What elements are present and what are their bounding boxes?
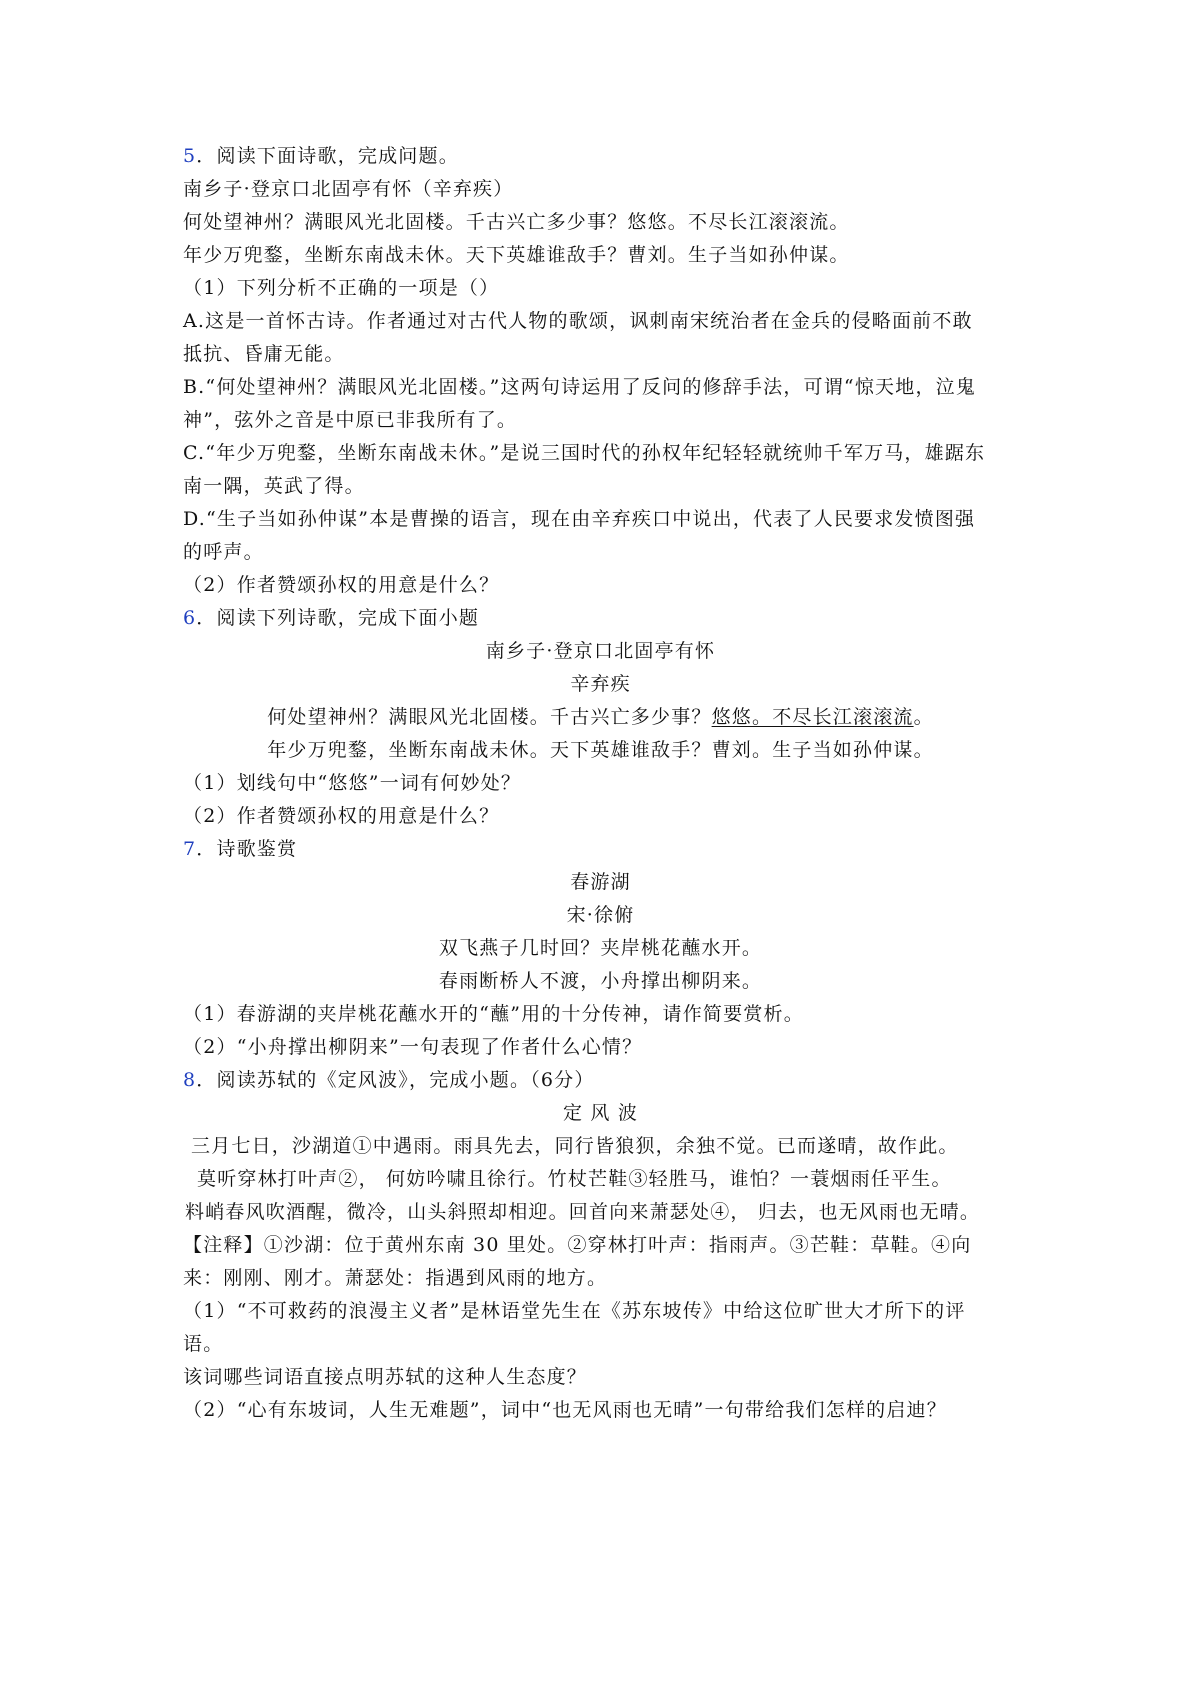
q8-prompt: ．阅读苏轼的《定风波》，完成小题。（6分）: [196, 1069, 595, 1091]
q6-poem-line-2: 年少万兜鍪，坐断东南战未休。天下英雄谁敌手？曹刘。生子当如孙仲谋。: [267, 739, 934, 761]
q7-number: 7: [183, 838, 197, 860]
q7-header: [183, 834, 297, 861]
q5-sub-question-1: （1）下列分析不正确的一项是（）: [183, 277, 500, 299]
q6-poem-author: 辛弃疾: [570, 673, 631, 695]
q8-sub-question-1-line-3: 该词哪些词语直接点明苏轼的这种人生态度？: [183, 1366, 588, 1388]
q6-underlined-phrase: 悠悠。不尽长江滚滚流: [711, 706, 914, 728]
q6-number: 6: [183, 607, 197, 629]
q6-poem-line-1: [183, 702, 1018, 729]
q6-poem-title: 南乡子·登京口北固亭有怀: [485, 640, 716, 662]
q7-prompt: ．诗歌鉴赏: [196, 838, 298, 860]
q8-sub-question-1-line-1: （1）“不可救药的浪漫主义者”是林语堂先生在《苏东坡传》中给这位旷世大才所下的评: [183, 1300, 966, 1322]
q5-option-c-line-2: 南一隅，英武了得。: [183, 475, 365, 497]
q7-poem-title: 春游湖: [570, 871, 631, 893]
q8-poem-title: 定 风 波: [562, 1102, 639, 1124]
q7-sub-question-1: （1）春游湖的夹岸桃花蘸水开的“蘸”用的十分传神，请作简要赏析。: [183, 1003, 804, 1025]
q8-preface: 三月七日，沙湖道①中遇雨。雨具先去，同行皆狼狈，余独不觉。已而遂晴，故作此。: [191, 1135, 959, 1157]
q8-poem-line-1: 莫听穿林打叶声②， 何妨吟啸且徐行。竹杖芒鞋③轻胜马，谁怕？一蓑烟雨任平生。: [197, 1168, 952, 1190]
q7-poem-line-2: 春雨断桥人不渡，小舟撑出柳阴来。: [438, 970, 763, 992]
q8-notes-line-1: 【注释】①沙湖：位于黄州东南 30 里处。②穿林打叶声：指雨声。③芒鞋：草鞋。④向: [183, 1234, 972, 1256]
q5-option-d-line-2: 的呼声。: [183, 541, 264, 563]
q5-title-line: 南乡子·登京口北固亭有怀（辛弃疾）: [183, 178, 514, 200]
q6-header: [183, 603, 479, 630]
q6-poem-line-1-start: 何处望神州？满眼风光北固楼。千古兴亡多少事？: [267, 706, 712, 728]
q5-option-a-line-1: A.这是一首怀古诗。作者通过对古代人物的歌颂，讽刺南宋统治者在金兵的侵略面前不敢: [183, 310, 973, 332]
q5-number: 5: [183, 145, 197, 167]
q8-sub-question-1-line-2: 语。: [183, 1333, 224, 1355]
q7-poem-line-1: 双飞燕子几时回？夹岸桃花蘸水开。: [438, 937, 763, 959]
q8-poem-line-2: 料峭春风吹酒醒，微冷，山头斜照却相迎。回首向来萧瑟处④， 归去，也无风雨也无晴。: [185, 1201, 981, 1223]
q5-sub-question-2: （2）作者赞颂孙权的用意是什么？: [183, 574, 500, 596]
q5-option-b-line-1: B.“何处望神州？满眼风光北固楼。”这两句诗运用了反问的修辞手法，可谓“惊天地，泣鬼: [183, 376, 977, 398]
q6-poem-line-1-end: 。: [913, 706, 934, 728]
q8-sub-question-2: （2）“心有东坡词，人生无难题”，词中“也无风雨也无晴”一句带给我们怎样的启迪？: [183, 1399, 947, 1421]
q8-notes-line-2: 来：刚刚、刚才。萧瑟处：指遇到风雨的地方。: [183, 1267, 608, 1289]
q6-sub-question-2: （2）作者赞颂孙权的用意是什么？: [183, 805, 500, 827]
q7-sub-question-2: （2）“小舟撑出柳阴来”一句表现了作者什么心情？: [183, 1036, 643, 1058]
q5-prompt: ．阅读下面诗歌，完成问题。: [196, 145, 459, 167]
q5-option-c-line-1: C.“年少万兜鍪，坐断东南战未休。”是说三国时代的孙权年纪轻轻就统帅千军万马，雄踞东: [183, 442, 986, 464]
q8-number: 8: [183, 1069, 197, 1091]
q5-header: [183, 141, 459, 168]
q8-header: [183, 1065, 595, 1092]
q6-prompt: ．阅读下列诗歌，完成下面小题: [196, 607, 480, 629]
q5-poem-line-2: 年少万兜鍪，坐断东南战未休。天下英雄谁敌手？曹刘。生子当如孙仲谋。: [183, 244, 850, 266]
q5-poem-line-1: 何处望神州？满眼风光北固楼。千古兴亡多少事？悠悠。不尽长江滚滚流。: [183, 211, 850, 233]
q5-option-a-line-2: 抵抗、昏庸无能。: [183, 343, 345, 365]
q5-option-d-line-1: D.“生子当如孙仲谋”本是曹操的语言，现在由辛弃疾口中说出，代表了人民要求发愤图强: [183, 508, 976, 530]
q7-poem-author: 宋·徐俯: [566, 904, 635, 926]
q5-option-b-line-2: 神”，弦外之音是中原已非我所有了。: [183, 409, 518, 431]
q6-sub-question-1: （1）划线句中“悠悠”一词有何妙处？: [183, 772, 522, 794]
